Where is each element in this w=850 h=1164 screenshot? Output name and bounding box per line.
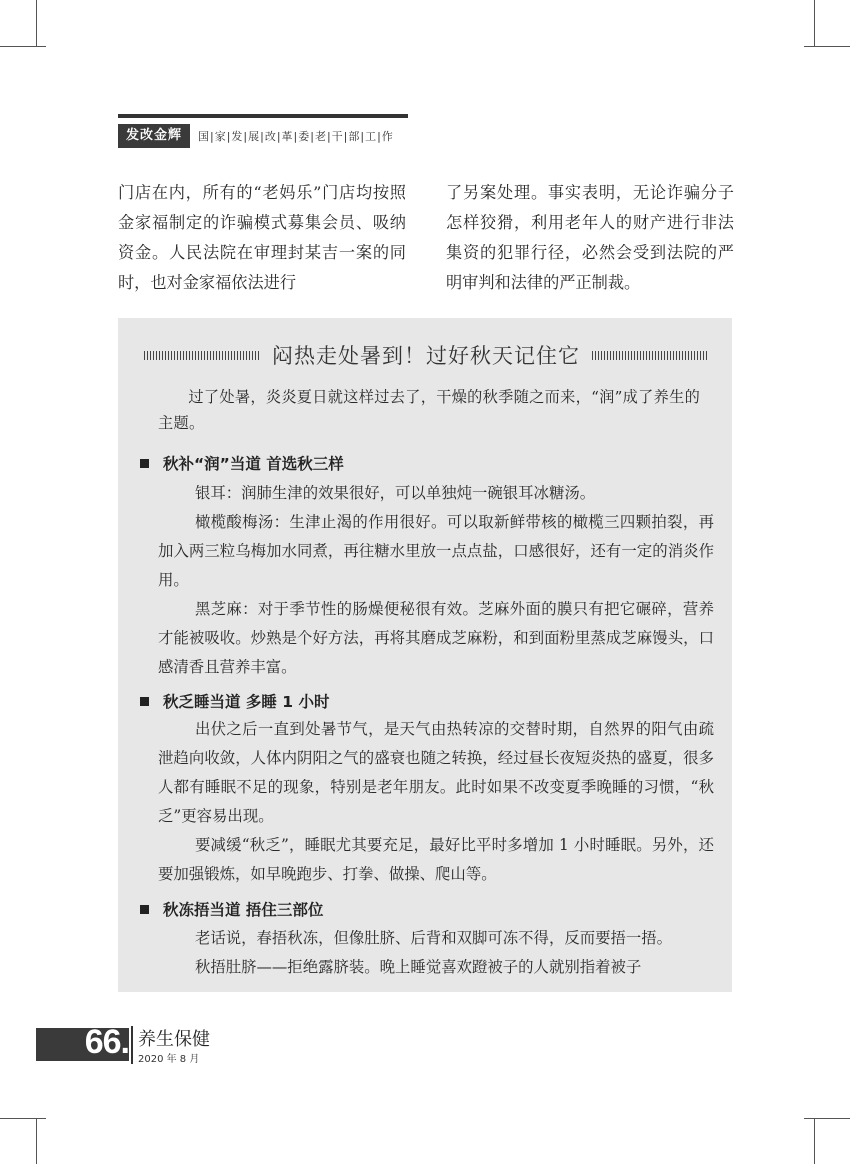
- square-bullet-icon: [140, 697, 149, 706]
- masthead: [118, 124, 394, 148]
- section-heading-text: 秋补“润”当道 首选秋三样: [163, 455, 344, 473]
- body-paragraph: 黑芝麻：对于季节性的肠燥便秘很有效。芝麻外面的膜只有把它碾碎，营养才能被吸收。炒熟是个好方法，再将其磨成芝麻粉，和到面粉里蒸成芝麻馒头，口感清香且营养丰富。: [158, 600, 714, 676]
- article-column-right: [446, 178, 734, 298]
- section-heading: [140, 690, 329, 712]
- square-bullet-icon: [140, 905, 149, 914]
- crop-mark: [0, 1118, 46, 1119]
- crop-mark: [814, 0, 815, 46]
- crop-mark: [814, 1118, 815, 1164]
- crop-mark: [804, 1118, 850, 1119]
- square-bullet-icon: [140, 459, 149, 468]
- section-heading-text: 秋乏睡当道 多睡 1 小时: [163, 693, 330, 711]
- body-paragraph: 橄榄酸梅汤：生津止渴的作用很好。可以取新鲜带核的橄榄三四颗拍裂，再加入两三粒乌梅加水同煮，再往糖水里放一点点盐，口感很好，还有一定的消炎作用。: [158, 513, 714, 589]
- section-heading: [140, 452, 344, 474]
- crop-mark: [0, 46, 46, 47]
- footer-divider: [131, 1026, 133, 1064]
- body-paragraph: 银耳：润肺生津的效果很好，可以单独炖一碗银耳冰糖汤。: [194, 484, 596, 502]
- box-title-row: [136, 338, 716, 372]
- issue-date: 2020 年 8 月: [138, 1054, 200, 1065]
- crop-mark: [36, 0, 37, 46]
- column-brand: 发改金辉: [118, 124, 190, 148]
- health-tips-box: [118, 318, 732, 992]
- section-heading-text: 秋冻捂当道 捂住三部位: [163, 901, 324, 919]
- title-ornament-left: [144, 351, 260, 360]
- box-intro: 过了处暑，炎炎夏日就这样过去了，干燥的秋季随之而来，“润”成了养生的主题。: [158, 388, 701, 432]
- body-paragraph: 秋捂肚脐——拒绝露脐装。晚上睡觉喜欢蹬被子的人就别指着被子: [194, 958, 642, 976]
- crop-mark: [36, 1118, 37, 1164]
- title-ornament-right: [592, 351, 708, 360]
- article-text: 门店在内，所有的“老妈乐”门店均按照金家福制定的诈骗模式募集会员、吸纳资金。人民法院在审理封某吉一案的同时，也对金家福依法进行: [118, 183, 406, 292]
- crop-mark: [804, 46, 850, 47]
- article-column-left: [118, 178, 406, 298]
- box-title: 闷热走处暑到！过好秋天记住它: [272, 344, 580, 368]
- body-paragraph: 老话说，春捂秋冻，但像肚脐、后背和双脚可冻不得，反而要捂一捂。: [194, 929, 673, 947]
- section-heading: [140, 898, 323, 920]
- body-paragraph: 要减缓“秋乏”，睡眠尤其要充足，最好比平时多增加 1 小时睡眠。另外，还要加强锻炼，如早晚跑步、打拳、做操、爬山等。: [158, 836, 714, 883]
- page-number: 66.: [84, 1023, 129, 1061]
- header-rule: [118, 114, 408, 118]
- body-paragraph: 出伏之后一直到处暑节气，是天气由热转凉的交替时期，自然界的阳气由疏泄趋向收敛，人体内阴阳之气的盛衰也随之转换，经过昼长夜短炎热的盛夏，很多人都有睡眠不足的现象，特别是老年朋友。此时如果不改变夏季晚睡的习惯，“秋乏”更容易出现。: [158, 720, 714, 825]
- column-subtitle: 国|家|发|展|改|革|委|老|干|部|工|作: [198, 130, 394, 143]
- magazine-title: 养生保健: [138, 1029, 210, 1050]
- article-text: 了另案处理。事实表明，无论诈骗分子怎样狡猾，利用老年人的财产进行非法集资的犯罪行径，必然会受到法院的严明审判和法律的严正制裁。: [446, 183, 734, 292]
